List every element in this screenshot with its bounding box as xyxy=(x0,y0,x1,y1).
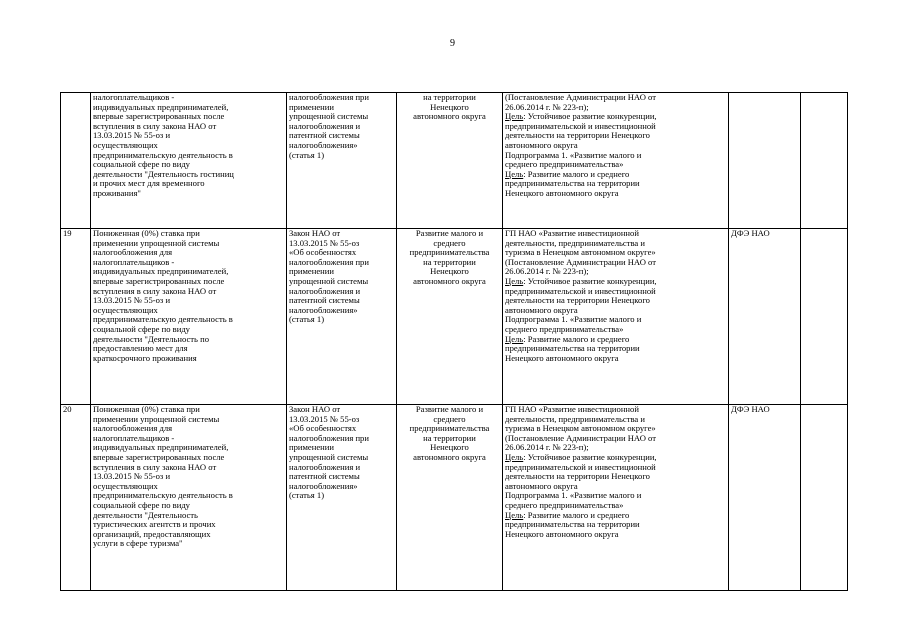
cell-line: налогообложения и xyxy=(289,461,361,472)
cell-line: туризма в Ненецком автономном округе» xyxy=(505,423,656,434)
cell-line: предоставлению мест для xyxy=(93,343,188,354)
cell-line: среднего предпринимательства» xyxy=(505,159,624,170)
cell-line: Пониженная (0%) ставка при xyxy=(93,228,200,238)
cell-line: (Постановление Администрации НАО от xyxy=(505,256,656,267)
cell-line: налогообложения» xyxy=(289,480,358,491)
legal-act-cell xyxy=(287,229,397,405)
cell-line: налогообложения» xyxy=(289,139,358,150)
cell-line: (статья 1) xyxy=(289,490,325,501)
row-number xyxy=(61,93,91,229)
goal-text: автономного округа xyxy=(505,304,578,315)
cell-line: налогообложения при xyxy=(289,256,369,267)
goal-label: Цель xyxy=(505,333,524,344)
cell-line: предпринимательскую деятельность в xyxy=(93,490,233,501)
goal-label: Цель xyxy=(505,451,524,462)
cell-line: деятельности "Деятельность гостиниц xyxy=(93,168,234,179)
cell-line: налогообложения при xyxy=(289,432,369,443)
cell-line: среднего предпринимательства» xyxy=(505,323,624,334)
goal-label: Цель xyxy=(505,111,524,122)
goal-text: предпринимательской и инвестиционной xyxy=(505,461,656,472)
cell-line: Ненецкого xyxy=(430,266,469,277)
goal-label: Цель xyxy=(505,168,524,179)
cell-line: ГП НАО «Развитие инвестиционной xyxy=(505,404,639,414)
cell-line: туристических агентств и прочих xyxy=(93,519,216,530)
cell-line: деятельности, предпринимательства и xyxy=(505,413,645,424)
cell-line: патентной системы xyxy=(289,471,360,482)
cell-line: организаций, предоставляющих xyxy=(93,528,211,539)
cell-line: 13.03.2015 № 55-оз xyxy=(289,237,360,248)
cell-line: осуществляющих xyxy=(93,304,158,315)
cell-line: индивидуальных предпринимателей, xyxy=(93,101,229,112)
cell-line: социальной сфере по виду xyxy=(93,159,190,170)
cell-line: Пониженная (0%) ставка при xyxy=(93,404,200,414)
cell-line: патентной системы xyxy=(289,130,360,141)
table-row xyxy=(61,229,848,405)
cell-line: налогообложения для xyxy=(93,247,173,258)
goal-text: Ненецкого автономного округа xyxy=(505,352,619,363)
cell-line: предпринимательскую деятельность в xyxy=(93,314,233,325)
cell-line: осуществляющих xyxy=(93,480,158,491)
cell-line: 13.03.2015 № 55-оз и xyxy=(93,471,171,482)
benefit-name-cell xyxy=(91,93,287,229)
goal-text: : Устойчивое развитие конкуренции, xyxy=(523,111,657,122)
table-row xyxy=(61,405,848,591)
cell-line: автономного округа xyxy=(413,275,486,286)
page-number: 9 xyxy=(450,38,455,49)
cell-line: 26.06.2014 г. № 223-п); xyxy=(505,101,589,112)
goal-text: предпринимательства на территории xyxy=(505,178,640,189)
cell-line: вступления в силу закона НАО от xyxy=(93,120,217,131)
cell-line: налогообложения и xyxy=(289,285,361,296)
goal-text: Ненецкого автономного округа xyxy=(505,187,619,198)
cell-line: налогоплательщиков - xyxy=(93,432,175,443)
goal-text: Ненецкого автономного округа xyxy=(505,528,619,539)
goal-text: предпринимательства на территории xyxy=(505,343,640,354)
cell-line: социальной сфере по виду xyxy=(93,323,190,334)
empty-cell xyxy=(801,93,848,229)
cell-line: налогообложения и xyxy=(289,120,361,131)
cell-line: Ненецкого xyxy=(430,101,469,112)
cell-line: предпринимательства xyxy=(409,423,490,434)
empty-cell xyxy=(801,405,848,591)
cell-line: впервые зарегистрированных после xyxy=(93,111,225,122)
table-body xyxy=(61,93,848,591)
cell-line: (Постановление Администрации НАО от xyxy=(505,92,656,102)
cell-line: упрощенной системы xyxy=(289,275,369,286)
cell-line: краткосрочного проживания xyxy=(93,352,197,363)
cell-line: налогоплательщиков - xyxy=(93,92,175,102)
cell-line: впервые зарегистрированных после xyxy=(93,451,225,462)
cell-line: услуги в сфере туризма" xyxy=(93,538,183,549)
cell-line: Развитие малого и xyxy=(415,404,484,414)
cell-line: применении xyxy=(289,442,334,453)
cell-line: деятельности, предпринимательства и xyxy=(505,237,645,248)
cell-line: применении упрощенной системы xyxy=(93,237,220,248)
cell-line: Закон НАО от xyxy=(289,404,341,414)
cell-line: вступления в силу закона НАО от xyxy=(93,461,217,472)
table-row xyxy=(61,93,848,229)
cell-line: налогообложения для xyxy=(93,423,173,434)
responsible-cell xyxy=(729,93,801,229)
goal-cell xyxy=(397,93,503,229)
cell-line: впервые зарегистрированных после xyxy=(93,275,225,286)
program-cell xyxy=(503,93,729,229)
tax-benefits-table xyxy=(60,92,848,591)
goal-text: автономного округа xyxy=(505,480,578,491)
cell-line: налогообложения» xyxy=(289,304,358,315)
cell-line: ГП НАО «Развитие инвестиционной xyxy=(505,228,639,238)
cell-line: среднего xyxy=(433,413,466,424)
responsible-cell: ДФЭ НАО xyxy=(729,229,801,405)
cell-line: Ненецкого xyxy=(430,442,469,453)
row-number: 19 xyxy=(61,229,91,405)
cell-line: налогоплательщиков - xyxy=(93,256,175,267)
program-cell xyxy=(503,405,729,591)
row-number: 20 xyxy=(61,405,91,591)
goal-text: предпринимательства на территории xyxy=(505,519,640,530)
cell-line: Подпрограмма 1. «Развитие малого и xyxy=(505,149,642,160)
cell-line: на территории xyxy=(423,256,476,267)
cell-line: деятельности "Деятельность по xyxy=(93,333,210,344)
cell-line: 13.03.2015 № 55-оз и xyxy=(93,130,171,141)
cell-line: социальной сфере по виду xyxy=(93,499,190,510)
cell-line: на территории xyxy=(423,432,476,443)
goal-text: : Развитие малого и среднего xyxy=(523,509,630,520)
responsible-cell: ДФЭ НАО xyxy=(729,405,801,591)
cell-line: упрощенной системы xyxy=(289,451,369,462)
goal-cell xyxy=(397,405,503,591)
cell-line: патентной системы xyxy=(289,295,360,306)
cell-line: Развитие малого и xyxy=(415,228,484,238)
cell-line: автономного округа xyxy=(413,451,486,462)
cell-line: деятельности "Деятельность xyxy=(93,509,198,520)
program-cell xyxy=(503,229,729,405)
legal-act-cell xyxy=(287,405,397,591)
benefit-name-cell xyxy=(91,229,287,405)
empty-cell xyxy=(801,229,848,405)
legal-act-cell xyxy=(287,93,397,229)
cell-line: автономного округа xyxy=(413,111,486,122)
cell-line: Подпрограмма 1. «Развитие малого и xyxy=(505,314,642,325)
goal-text: : Устойчивое развитие конкуренции, xyxy=(523,451,657,462)
goal-label: Цель xyxy=(505,275,524,286)
goal-text: деятельности на территории Ненецкого xyxy=(505,295,650,306)
benefit-name-cell xyxy=(91,405,287,591)
cell-line: проживания" xyxy=(93,187,141,198)
cell-line: «Об особенностях xyxy=(289,423,357,434)
cell-line xyxy=(505,189,726,199)
goal-text: предпринимательской и инвестиционной xyxy=(505,285,656,296)
goal-text: деятельности на территории Ненецкого xyxy=(505,471,650,482)
cell-line: индивидуальных предпринимателей, xyxy=(93,266,229,277)
cell-line: осуществляющих xyxy=(93,139,158,150)
cell-line: и прочих мест для временного xyxy=(93,178,205,189)
goal-label: Цель xyxy=(505,509,524,520)
goal-text: предпринимательской и инвестиционной xyxy=(505,120,656,131)
cell-line: предпринимательскую деятельность в xyxy=(93,149,233,160)
cell-line: 26.06.2014 г. № 223-п); xyxy=(505,266,589,277)
cell-line: (Постановление Администрации НАО от xyxy=(505,432,656,443)
goal-text: : Развитие малого и среднего xyxy=(523,333,630,344)
cell-line: предпринимательства xyxy=(409,247,490,258)
cell-line: применении xyxy=(289,101,334,112)
cell-line: вступления в силу закона НАО от xyxy=(93,285,217,296)
cell-line xyxy=(505,354,726,364)
cell-line: 13.03.2015 № 55-оз и xyxy=(93,295,171,306)
goal-text: автономного округа xyxy=(505,139,578,150)
cell-line: 26.06.2014 г. № 223-п); xyxy=(505,442,589,453)
cell-line: (статья 1) xyxy=(289,149,325,160)
cell-line xyxy=(505,530,726,540)
cell-line: среднего предпринимательства» xyxy=(505,499,624,510)
cell-line: Закон НАО от xyxy=(289,228,341,238)
goal-text: : Устойчивое развитие конкуренции, xyxy=(523,275,657,286)
cell-line: на территории xyxy=(423,92,476,102)
cell-line: среднего xyxy=(433,237,466,248)
cell-line: индивидуальных предпринимателей, xyxy=(93,442,229,453)
cell-line: «Об особенностях xyxy=(289,247,357,258)
cell-line: упрощенной системы xyxy=(289,111,369,122)
goal-text: : Развитие малого и среднего xyxy=(523,168,630,179)
cell-line: 13.03.2015 № 55-оз xyxy=(289,413,360,424)
cell-line: Подпрограмма 1. «Развитие малого и xyxy=(505,490,642,501)
cell-line: применении упрощенной системы xyxy=(93,413,220,424)
cell-line: туризма в Ненецком автономном округе» xyxy=(505,247,656,258)
goal-text: деятельности на территории Ненецкого xyxy=(505,130,650,141)
cell-line: применении xyxy=(289,266,334,277)
cell-line: налогообложения при xyxy=(289,92,369,102)
goal-cell xyxy=(397,229,503,405)
cell-line: (статья 1) xyxy=(289,314,325,325)
